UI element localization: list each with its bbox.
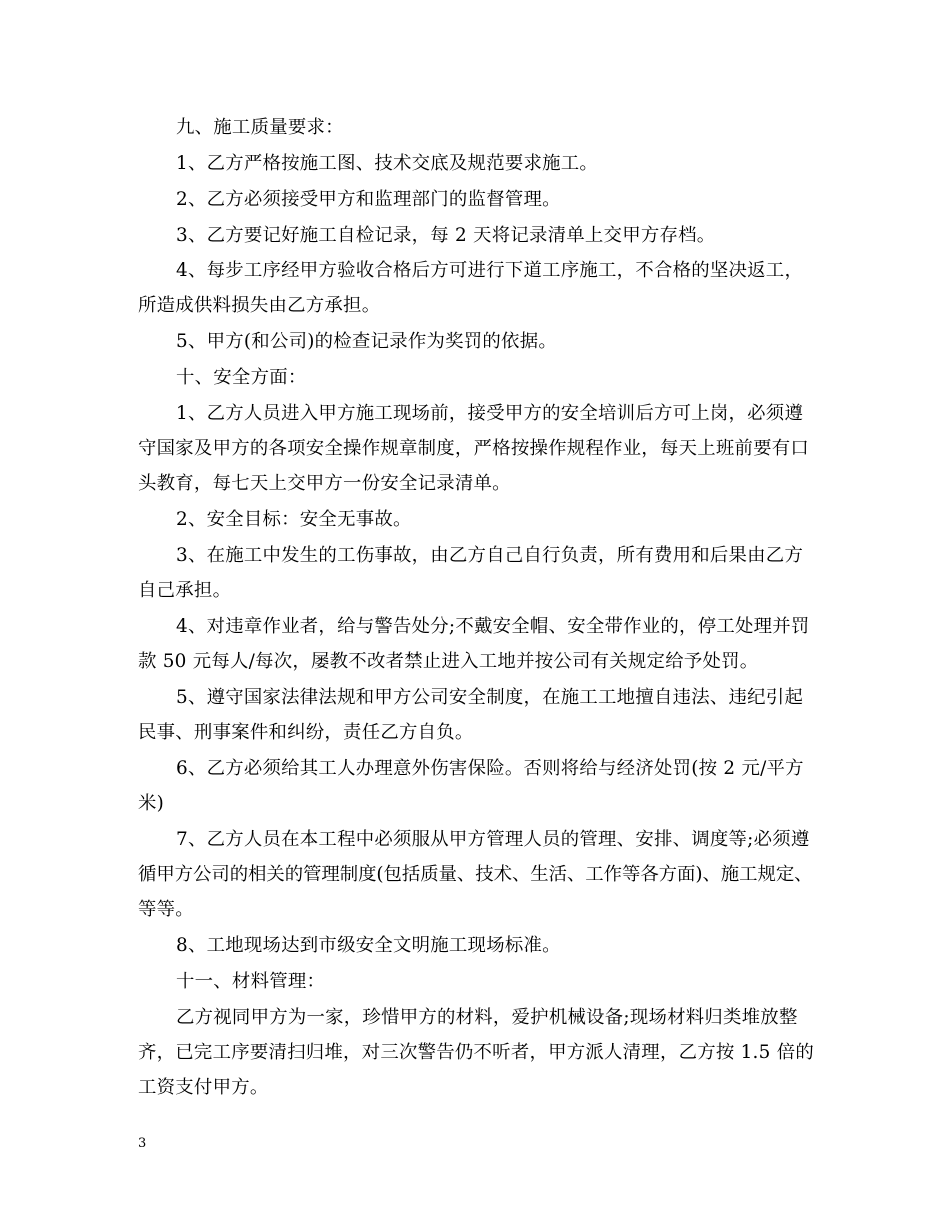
text-line: 款 50 元每人/每次，屡教不改者禁止进入工地并按公司有关规定给予处罚。 [138,651,759,672]
text-line: 所造成供料损失由乙方承担。 [138,295,381,316]
text-line: 1、乙方严格按施工图、技术交底及规范要求施工。 [176,153,599,174]
text-line: 1、乙方人员进入甲方施工现场前，接受甲方的安全培训后方可上岗，必须遵 [176,403,804,424]
text-line: 6、乙方必须给其工人办理意外伤害保险。否则将给与经济处罚(按 2 元/平方 [176,758,804,779]
text-line: 十一、材料管理： [176,971,326,992]
text-line: 5、甲方(和公司)的检查记录作为奖罚的依据。 [176,331,557,352]
text-line: 九、施工质量要求： [176,117,344,138]
text-line: 2、安全目标：安全无事故。 [176,509,412,530]
page-number: 3 [138,1136,147,1151]
text-line: 等等。 [138,899,194,920]
text-line: 3、在施工中发生的工伤事故，由乙方自己自行负责，所有费用和后果由乙方 [176,545,804,566]
text-line: 8、工地现场达到市级安全文明施工现场标准。 [176,935,561,956]
text-line: 3、乙方要记好施工自检记录，每 2 天将记录清单上交甲方存档。 [176,225,716,246]
text-line: 齐，已完工序要清扫归堆，对三次警告仍不听者，甲方派人清理，乙方按 1.5 倍的 [138,1042,814,1063]
text-line: 7、乙方人员在本工程中必须服从甲方管理人员的管理、安排、调度等;必须遵 [176,829,810,850]
text-line: 自己承担。 [138,580,232,601]
text-line: 头教育，每七天上交甲方一份安全记录清单。 [138,473,511,494]
text-line: 乙方视同甲方为一家，珍惜甲方的材料，爱护机械设备;现场材料归类堆放整 [176,1007,798,1028]
text-line: 5、遵守国家法律法规和甲方公司安全制度，在施工工地擅自违法、违纪引起 [176,687,804,708]
text-line: 工资支付甲方。 [138,1077,269,1098]
text-line: 米) [138,793,165,814]
text-line: 守国家及甲方的各项安全操作规章制度，严格按操作规程作业，每天上班前要有口 [138,438,810,459]
text-line: 十、安全方面： [176,367,307,388]
text-line: 2、乙方必须接受甲方和监理部门的监督管理。 [176,189,561,210]
text-line: 4、对违章作业者，给与警告处分;不戴安全帽、安全带作业的，停工处理并罚 [176,616,810,637]
text-line: 循甲方公司的相关的管理制度(包括质量、技术、生活、工作等各方面)、施工规定、 [138,864,813,885]
text-line: 4、每步工序经甲方验收合格后方可进行下道工序施工，不合格的坚决返工， [176,260,804,281]
text-line: 民事、刑事案件和纠纷，责任乙方自负。 [138,722,474,743]
